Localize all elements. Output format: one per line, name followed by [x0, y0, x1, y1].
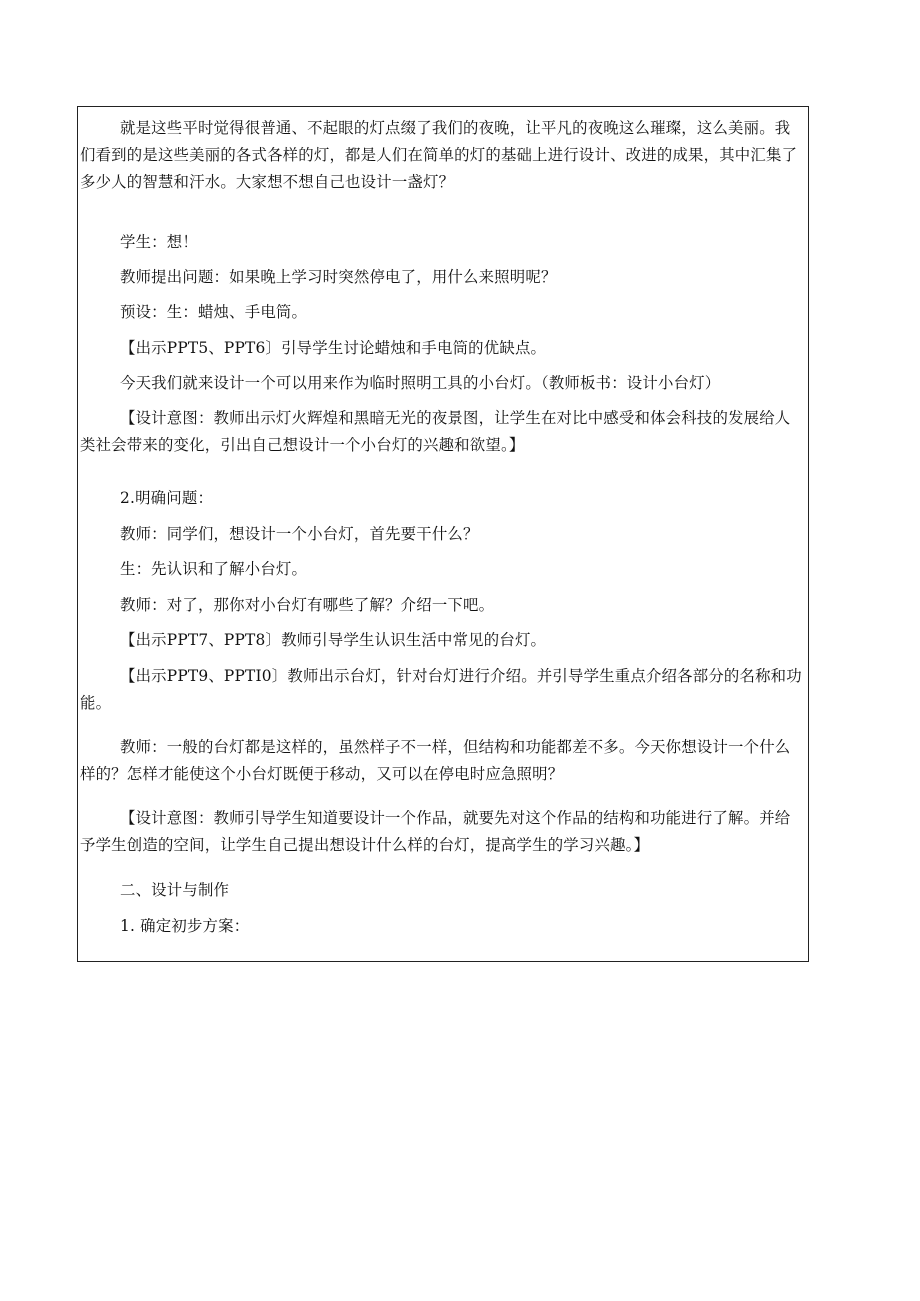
paragraph-intro: 就是这些平时觉得很普通、不起眼的灯点缀了我们的夜晚，让平凡的夜晚这么璀璨，这么美丽。我们看到的是这些美丽的各式各样的灯，都是人们在简单的灯的基础上进行设计、改进的成果，其中汇集了多少人的智慧和汗水。大家想不想自己也设计一盏灯？ [80, 119, 798, 191]
lesson-table-cell [77, 106, 809, 962]
lesson-content [78, 107, 808, 961]
paragraph-ppt7-8: 【出示PPT7、PPT8〕教师引导学生认识生活中常见的台灯。 [120, 631, 547, 649]
paragraph-teacher-3: 教师：一般的台灯都是这样的，虽然样子不一样，但结构和功能都差不多。今天你想设计一个什么样的？怎样才能使这个小台灯既便于移动，又可以在停电时应急照明？ [80, 738, 791, 783]
paragraph-ppt9-10: 【出示PPT9、PPTI0〕教师出示台灯，针对台灯进行介绍。并引导学生重点介绍各部分的名称和功能。 [80, 667, 802, 712]
paragraph-design-intent-2: 【设计意图：教师引导学生知道要设计一个作品，就要先对这个作品的结构和功能进行了解。并给予学生创造的空间，让学生自己提出想设计什么样的台灯，提高学生的学习兴趣。】 [80, 809, 791, 854]
paragraph-heading-clarify: 2.明确问题： [120, 489, 214, 507]
paragraph-teacher-2: 教师：对了，那你对小台灯有哪些了解？介绍一下吧。 [120, 596, 495, 614]
paragraph-student-1: 生：先认识和了解小台灯。 [120, 560, 308, 578]
paragraph-section-two: 二、设计与制作 [120, 881, 230, 899]
paragraph-design-intent-1: 【设计意图：教师出示灯火辉煌和黑暗无光的夜景图，让学生在对比中感受和体会科技的发展给人类社会带来的变化，引出自己想设计一个小台灯的兴趣和欲望。】 [80, 409, 791, 454]
paragraph-today: 今天我们就来设计一个可以用来作为临时照明工具的小台灯。（教师板书：设计小台灯） [120, 374, 721, 392]
paragraph-teacher-1: 教师：同学们，想设计一个小台灯，首先要干什么？ [120, 525, 479, 543]
paragraph-teacher-question: 教师提出问题：如果晚上学习时突然停电了，用什么来照明呢？ [120, 268, 557, 286]
paragraph-student-answer: 学生：想！ [120, 233, 198, 251]
paragraph-ppt5-6: 【出示PPT5、PPT6〕引导学生讨论蜡烛和手电筒的优缺点。 [120, 339, 547, 357]
paragraph-preset: 预设：生：蜡烛、手电筒。 [120, 303, 308, 321]
paragraph-step-one: 1. 确定初步方案： [120, 917, 250, 935]
